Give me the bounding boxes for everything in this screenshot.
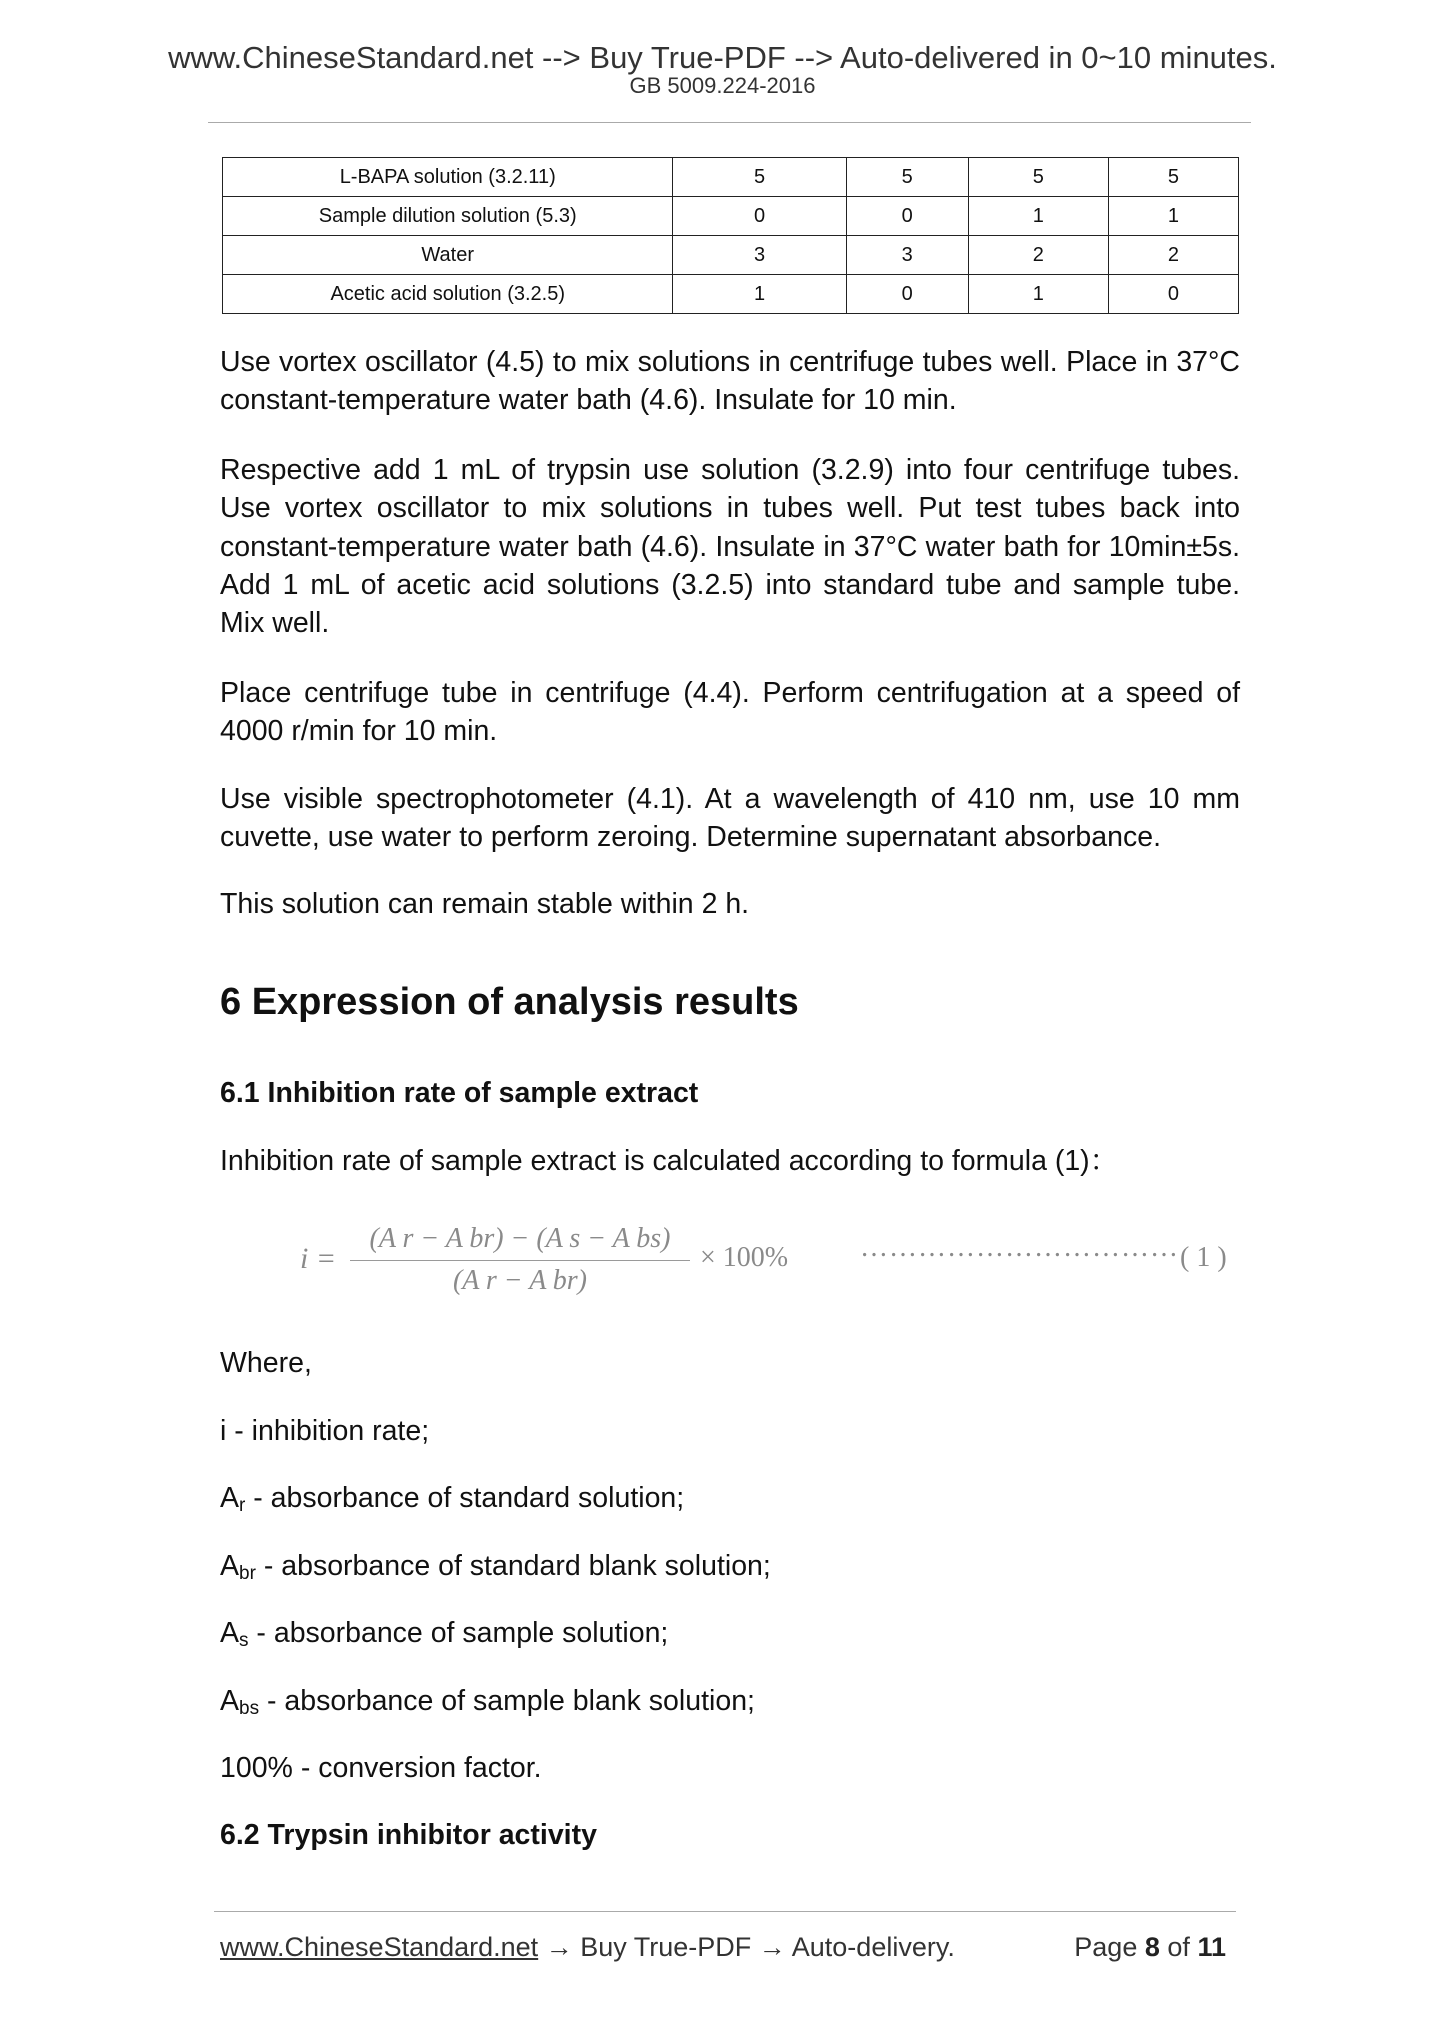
equation-number: ( 1 ) xyxy=(1180,1242,1227,1273)
row-label: Acetic acid solution (3.2.5) xyxy=(223,275,673,314)
row-label: Water xyxy=(223,236,673,275)
arrow-right-icon: → xyxy=(751,1932,792,1962)
table-cell: 3 xyxy=(673,236,846,275)
definition-symbol: $A_{br}$ xyxy=(220,1550,256,1584)
page-indicator xyxy=(1074,1932,1226,1963)
definition-text: - conversion factor. xyxy=(292,1752,542,1784)
table-cell: 5 xyxy=(968,158,1108,197)
table-cell: 3 xyxy=(846,236,968,275)
of-label: of xyxy=(1167,1932,1190,1962)
table-cell: 0 xyxy=(846,197,968,236)
table-cell: 1 xyxy=(968,197,1108,236)
table-row xyxy=(223,158,1239,197)
formula-lhs: i = xyxy=(300,1242,337,1275)
formula-1 xyxy=(300,1222,1240,1302)
definition-item xyxy=(220,1615,668,1651)
definition-symbol: $A_{bs}$ xyxy=(220,1685,260,1719)
formula-multiplier: × 100% xyxy=(700,1242,789,1273)
section-6-1-heading: 6.1 Inhibition rate of sample extract xyxy=(220,1077,699,1109)
table-cell: 0 xyxy=(673,197,846,236)
footer-site-link[interactable]: www.ChineseStandard.net xyxy=(220,1932,539,1962)
table-row xyxy=(223,236,1239,275)
row-label: L-BAPA solution (3.2.11) xyxy=(223,158,673,197)
reagent-table xyxy=(222,157,1239,314)
table-cell: 2 xyxy=(968,236,1108,275)
header-divider xyxy=(208,122,1251,123)
row-label: Sample dilution solution (5.3) xyxy=(223,197,673,236)
footer-divider xyxy=(214,1911,1236,1912)
table-cell: 5 xyxy=(673,158,846,197)
footer-buy-text: Buy True-PDF xyxy=(580,1932,752,1962)
table-cell: 1 xyxy=(1108,197,1238,236)
page-number: 8 xyxy=(1144,1932,1160,1962)
table-cell: 1 xyxy=(673,275,846,314)
paragraph-spectrophotometer: Use visible spectrophotometer (4.1). At a wavelength of 410 nm, use 10 mm cuvette, use water to perform zeroing. Determine supernatant absorbance. xyxy=(220,783,1240,854)
definition-item xyxy=(220,1413,429,1449)
where-label: Where, xyxy=(220,1347,312,1379)
paragraph-stability: This solution can remain stable within 2 h. xyxy=(220,888,750,920)
table-cell: 1 xyxy=(968,275,1108,314)
table-row xyxy=(223,197,1239,236)
table-cell: 5 xyxy=(846,158,968,197)
paragraph-centrifuge: Place centrifuge tube in centrifuge (4.4). Perform centrifugation at a speed of 4000 r/min for 10 min. xyxy=(220,677,1240,748)
header-banner: www.ChineseStandard.net --> Buy True-PDF --> Auto-delivered in 0~10 minutes. xyxy=(168,40,1277,75)
definition-symbol: i xyxy=(220,1415,227,1447)
paragraph-mix: Use vortex oscillator (4.5) to mix solutions in centrifuge tubes well. Place in 37°C constant-temperature water bath (4.6). Insulate for 10 min. xyxy=(220,346,1240,417)
definition-symbol: 100% xyxy=(220,1752,293,1784)
paragraph-formula-intro: Inhibition rate of sample extract is calculated according to formula (1)： xyxy=(220,1145,1119,1177)
paragraph-trypsin: Respective add 1 mL of trypsin use solution (3.2.9) into four centrifuge tubes. Use vortex oscillator to mix solutions in tubes well. Put test tubes back into constant-temperature water bath (4.6). Insulate in 37°C water bath for 10min±5s. Add 1 mL of acetic acid solutions (3.2.5) into standard tube and sample tube. Mix well. xyxy=(220,454,1240,640)
page-total: 11 xyxy=(1197,1932,1226,1962)
page-label: Page xyxy=(1074,1932,1138,1962)
formula-denominator: (A r − A br) xyxy=(452,1265,588,1296)
formula-leader-dots: …………………………… xyxy=(860,1232,1179,1263)
table-cell: 0 xyxy=(846,275,968,314)
footer-delivery-text: Auto-delivery. xyxy=(791,1932,955,1962)
definition-item xyxy=(220,1548,771,1584)
definition-text: - absorbance of sample blank solution; xyxy=(259,1685,755,1717)
table-cell: 5 xyxy=(1108,158,1238,197)
table-row xyxy=(223,275,1239,314)
table-cell: 0 xyxy=(1108,275,1238,314)
definition-symbol: $A_s$ xyxy=(220,1617,249,1651)
definition-item xyxy=(220,1480,684,1516)
definition-text: - inhibition rate; xyxy=(226,1415,430,1447)
standard-id: GB 5009.224-2016 xyxy=(629,73,816,98)
definition-item xyxy=(220,1750,542,1786)
definition-symbol: $A_r$ xyxy=(220,1482,246,1516)
arrow-right-icon: → xyxy=(538,1932,581,1962)
section-6-heading: 6 Expression of analysis results xyxy=(220,981,799,1023)
definition-text: - absorbance of sample solution; xyxy=(248,1617,669,1649)
fraction-bar xyxy=(350,1260,690,1261)
definition-text: - absorbance of standard solution; xyxy=(245,1482,685,1514)
footer-links xyxy=(220,1932,955,1963)
table-cell: 2 xyxy=(1108,236,1238,275)
definition-item xyxy=(220,1683,755,1719)
definition-text: - absorbance of standard blank solution; xyxy=(255,1550,771,1582)
section-6-2-heading: 6.2 Trypsin inhibitor activity xyxy=(220,1819,597,1851)
formula-numerator: (A r − A br) − (A s − A bs) xyxy=(369,1223,671,1254)
